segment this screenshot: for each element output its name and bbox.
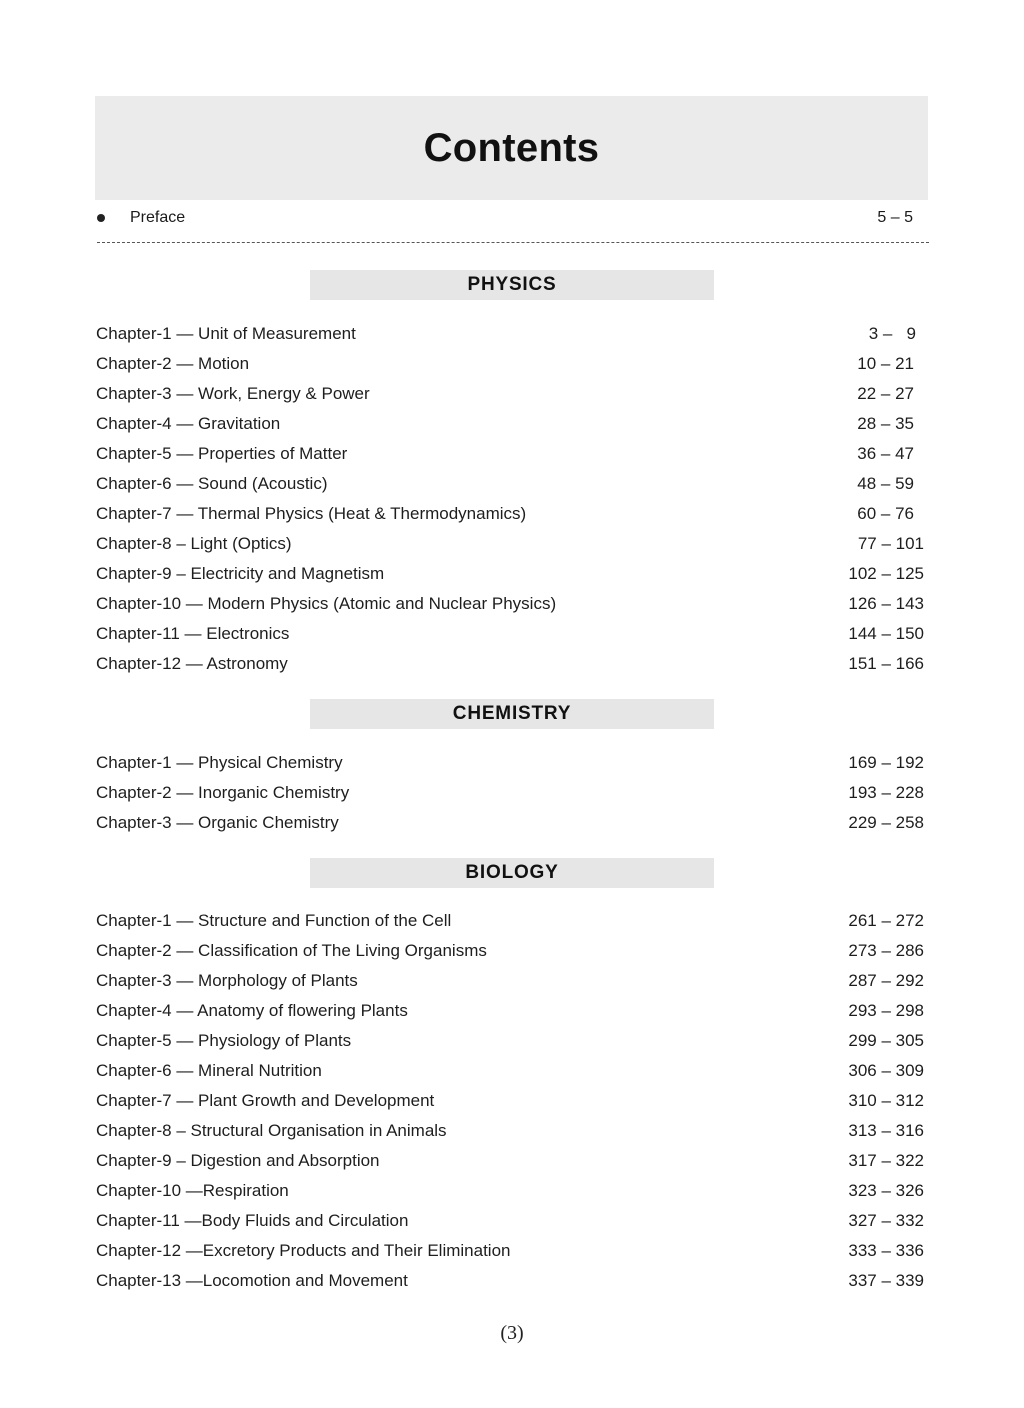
- chapter-pages: 287 – 292: [848, 971, 924, 990]
- chapter-title: Chapter-7 — Plant Growth and Development: [96, 1091, 435, 1110]
- chapter-pages: 48 – 59: [857, 474, 914, 493]
- physics-chapter-list: [96, 319, 924, 679]
- chapter-title: Chapter-2 — Inorganic Chemistry: [96, 783, 350, 802]
- chapter-pages: 126 – 143: [848, 594, 924, 613]
- chapter-pages: 306 – 309: [848, 1061, 924, 1080]
- toc-row[interactable]: [96, 966, 924, 996]
- preface-row[interactable]: [95, 206, 913, 230]
- toc-row[interactable]: [96, 808, 924, 838]
- section-heading-biology: BIOLOGY: [310, 858, 714, 888]
- chapter-title: Chapter-12 — Astronomy: [96, 654, 288, 673]
- chapter-pages: 102 – 125: [848, 564, 924, 583]
- biology-chapter-list: [96, 906, 924, 1296]
- toc-row[interactable]: [96, 996, 924, 1026]
- section-heading-physics: PHYSICS: [310, 270, 714, 300]
- chapter-title: Chapter-5 — Physiology of Plants: [96, 1031, 352, 1050]
- chapter-title: Chapter-3 — Work, Energy & Power: [96, 384, 370, 403]
- chapter-pages: 144 – 150: [848, 624, 924, 643]
- toc-row[interactable]: [96, 906, 924, 936]
- chapter-title: Chapter-8 – Light (Optics): [96, 534, 292, 553]
- chapter-title: Chapter-11 — Electronics: [96, 624, 290, 643]
- chapter-pages: 169 – 192: [848, 753, 924, 772]
- page-title: Contents: [423, 125, 600, 170]
- bullet-icon: [97, 214, 105, 222]
- toc-row[interactable]: [96, 409, 924, 439]
- toc-row[interactable]: [96, 1206, 924, 1236]
- chapter-pages: 151 – 166: [848, 654, 924, 673]
- chapter-title: Chapter-1 — Structure and Function of the Cell: [96, 911, 452, 930]
- chapter-title: Chapter-10 — Modern Physics (Atomic and Nuclear Physics): [96, 594, 557, 613]
- chapter-title: Chapter-5 — Properties of Matter: [96, 444, 348, 463]
- toc-row[interactable]: [96, 619, 924, 649]
- toc-row[interactable]: [96, 379, 924, 409]
- section-heading-chemistry: CHEMISTRY: [310, 699, 714, 729]
- toc-row[interactable]: [96, 469, 924, 499]
- chapter-title: Chapter-1 — Unit of Measurement: [96, 324, 356, 343]
- chapter-title: Chapter-12 —Excretory Products and Their Elimination: [96, 1241, 511, 1260]
- chapter-title: Chapter-2 — Classification of The Living Organisms: [96, 941, 487, 960]
- chapter-pages: 337 – 339: [848, 1271, 924, 1290]
- chapter-title: Chapter-11 —Body Fluids and Circulation: [96, 1211, 409, 1230]
- chapter-title: Chapter-8 – Structural Organisation in Animals: [96, 1121, 447, 1140]
- chapter-pages: 327 – 332: [848, 1211, 924, 1230]
- preface-pages: 5 – 5: [877, 209, 913, 226]
- chapter-title: Chapter-2 — Motion: [96, 354, 250, 373]
- toc-row[interactable]: [96, 748, 924, 778]
- chapter-title: Chapter-4 — Gravitation: [96, 414, 281, 433]
- toc-row[interactable]: [96, 559, 924, 589]
- toc-row[interactable]: [96, 349, 924, 379]
- chapter-pages: 310 – 312: [848, 1091, 924, 1110]
- chapter-pages: 333 – 336: [848, 1241, 924, 1260]
- toc-row[interactable]: [96, 936, 924, 966]
- toc-row[interactable]: [96, 1026, 924, 1056]
- chapter-pages: 299 – 305: [848, 1031, 924, 1050]
- chapter-title: Chapter-3 — Organic Chemistry: [96, 813, 339, 832]
- chapter-title: Chapter-3 — Morphology of Plants: [96, 971, 358, 990]
- chapter-title: Chapter-6 — Sound (Acoustic): [96, 474, 328, 493]
- toc-row[interactable]: [96, 1086, 924, 1116]
- toc-row[interactable]: [96, 499, 924, 529]
- chapter-pages: 77 – 101: [857, 534, 924, 553]
- page-number: (3): [500, 1322, 524, 1344]
- chapter-title: Chapter-10 —Respiration: [96, 1181, 289, 1200]
- chapter-pages: 3 – 9: [868, 324, 916, 343]
- chapter-pages: 28 – 35: [857, 414, 914, 433]
- toc-row[interactable]: [96, 529, 924, 559]
- chapter-pages: 313 – 316: [848, 1121, 924, 1140]
- toc-row[interactable]: [96, 1146, 924, 1176]
- contents-title-box: [95, 96, 928, 200]
- chapter-pages: 22 – 27: [857, 384, 914, 403]
- chemistry-chapter-list: [96, 748, 924, 838]
- toc-row[interactable]: [96, 319, 924, 349]
- toc-row[interactable]: [96, 649, 924, 679]
- chapter-pages: 273 – 286: [848, 941, 924, 960]
- chapter-title: Chapter-13 —Locomotion and Movement: [96, 1271, 408, 1290]
- preface-label: Preface: [130, 209, 186, 226]
- chapter-pages: 193 – 228: [848, 783, 924, 802]
- chapter-pages: 323 – 326: [848, 1181, 924, 1200]
- chapter-pages: 293 – 298: [848, 1001, 924, 1020]
- chapter-title: Chapter-7 — Thermal Physics (Heat & Thermodynamics): [96, 504, 527, 523]
- toc-row[interactable]: [96, 778, 924, 808]
- toc-row[interactable]: [96, 1116, 924, 1146]
- toc-row[interactable]: [96, 1236, 924, 1266]
- chapter-pages: 261 – 272: [848, 911, 924, 930]
- chapter-title: Chapter-9 – Electricity and Magnetism: [96, 564, 385, 583]
- chapter-pages: 229 – 258: [848, 813, 924, 832]
- dashed-divider: [97, 242, 929, 243]
- chapter-title: Chapter-9 – Digestion and Absorption: [96, 1151, 380, 1170]
- toc-row[interactable]: [96, 1176, 924, 1206]
- toc-row[interactable]: [96, 439, 924, 469]
- chapter-pages: 317 – 322: [848, 1151, 924, 1170]
- chapter-title: Chapter-1 — Physical Chemistry: [96, 753, 343, 772]
- chapter-title: Chapter-6 — Mineral Nutrition: [96, 1061, 322, 1080]
- toc-row[interactable]: [96, 589, 924, 619]
- chapter-pages: 10 – 21: [857, 354, 914, 373]
- chapter-pages: 36 – 47: [857, 444, 914, 463]
- chapter-title: Chapter-4 — Anatomy of flowering Plants: [96, 1001, 408, 1020]
- toc-row[interactable]: [96, 1056, 924, 1086]
- toc-row[interactable]: [96, 1266, 924, 1296]
- chapter-pages: 60 – 76: [857, 504, 914, 523]
